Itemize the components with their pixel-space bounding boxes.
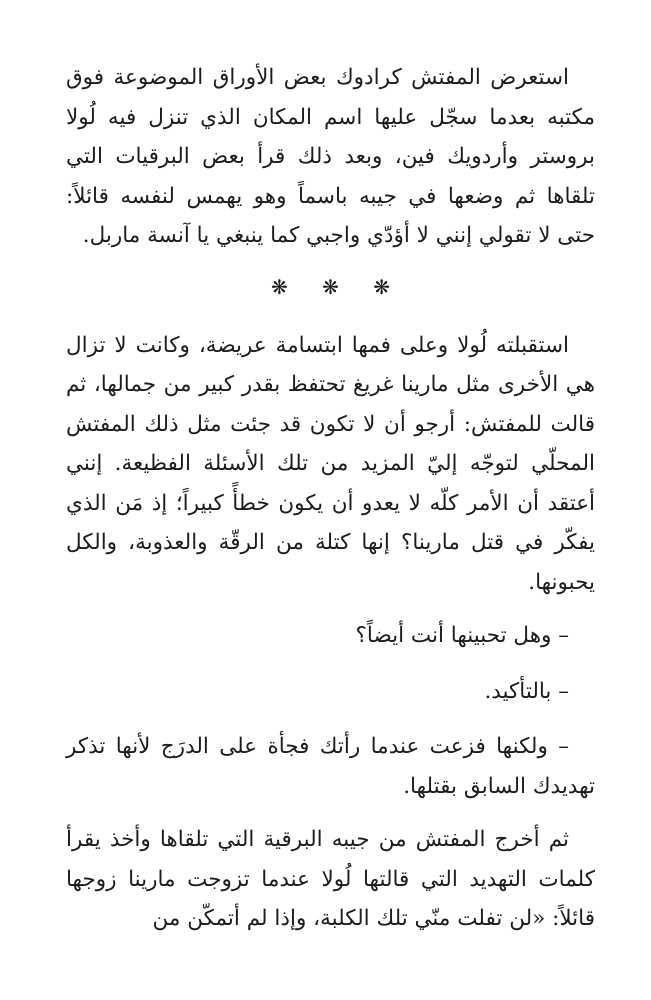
dialogue-line-question: – وهل تحبينها أنت أيضاً؟ [355,623,569,648]
paragraph-lola-reception: استقبلته لُولا وعلى فمها ابتسامة عريضة، وكانت لا تزال هي الأخرى مثل مارينا غريغ تحتفظ بقدر كبير من جمالها، ثم قالت للمفتش: أرجو أن لا تكون قد جئت مثل ذلك المفتش المحلّي لتوجّه إليّ المزيد من تلك الأسئلة الفظيعة. إنني أعتقد أن الأمر كلّه لا يعدو أن يكون خطأً كبيراً؛ إذ مَن الذي يفكّر في قتل مارينا؟ إنها كتلة من الرقّة والعذوبة، والكل يحبونها. [66,332,595,595]
paragraph-inspector-papers: استعرض المفتش كرادوك بعض الأوراق الموضوعة فوق مكتبه بعدما سجّل عليها اسم المكان الذي تنزل فيه لُولا بروستر وأردويك فين، وبعد ذلك قرأ بعض البرقيات التي تلقاها ثم وضعها في جيبه باسماً وهو يهمس لنفسه قائلاً: حتى لا تقولي إنني لا أؤدّي واجبي كما ينبغي يا آنسة ماربل. [66,65,595,248]
paragraph-telegram: ثم أخرج المفتش من جيبه البرقية التي تلقاها وأخذ يقرأ كلمات التهديد التي قالتها لُولا عندما تزوجت مارينا زوجها قائلاً: «لن تفلت منّي تلك الكلبة، وإذا لم أتمكّن من [66,827,595,931]
section-separator: ❋ ❋ ❋ [271,274,404,299]
dialogue-line-answer: – بالتأكيد. [484,678,569,704]
dialogue-line-threat: – ولكنها فزعت عندما رأتك فجأة على الدرَج لأنها تذكر تهديدك السابق بقتلها. [66,734,595,799]
